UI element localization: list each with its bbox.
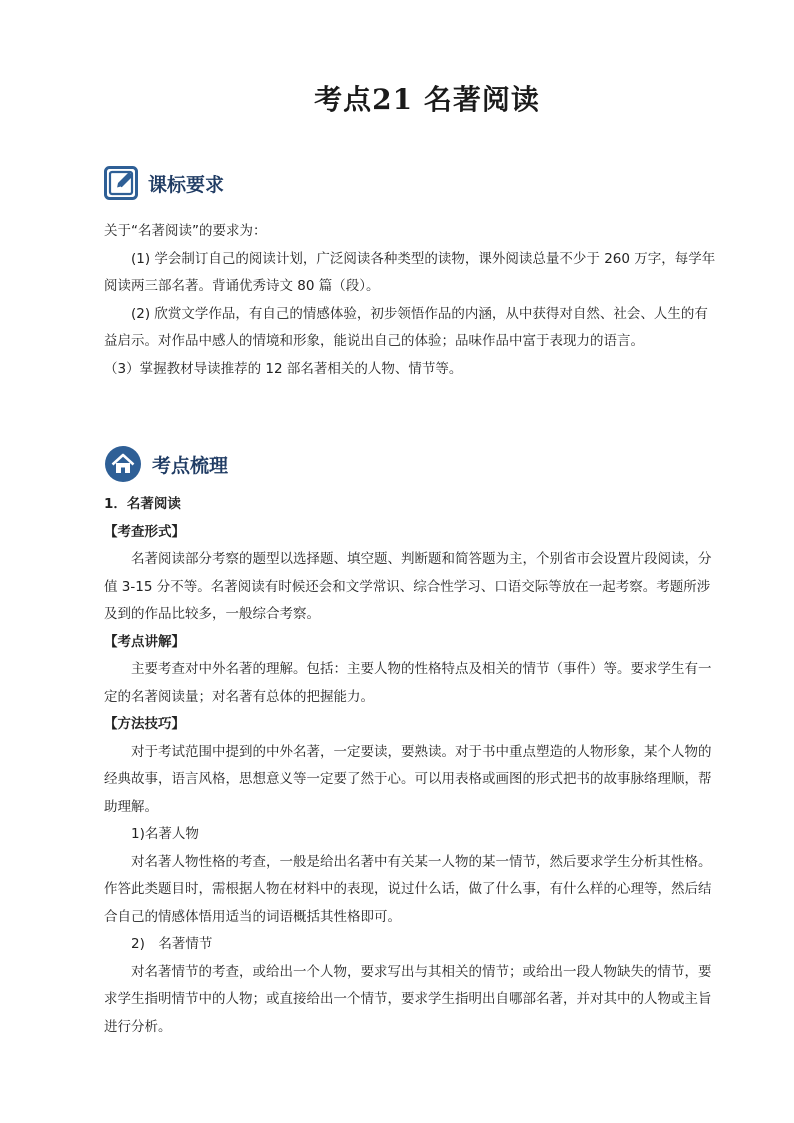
- section-heading-label: 考点梳理: [152, 454, 229, 477]
- method-label: 【方法技巧】: [104, 716, 185, 732]
- home-icon: [104, 445, 142, 483]
- point-2-text: 对名著情节的考查，或给出一个人物，要求写出与其相关的情节；或给出一段人物缺失的情节，要求学生指明情节中的人物；或直接给出一个情节，要求学生指明出自哪部名著，并对其中的人物或主旨进行分析。: [104, 963, 712, 1035]
- explain-label: 【考点讲解】: [104, 633, 185, 650]
- curriculum-item-2: (2) 欣赏文学作品，有自己的情感体验，初步领悟作品的内涵，从中获得对自然、社会、人生的有益启示。对作品中感人的情境和形象，能说出自己的体验；品味作品中富于表现力的语言。: [104, 305, 708, 349]
- curriculum-intro: 关于“名著阅读”的要求为：: [104, 223, 267, 239]
- form-label: 【考查形式】: [104, 523, 185, 540]
- curriculum-body: [104, 218, 718, 383]
- point-2-label: 2) 名著情节: [131, 936, 213, 952]
- document-title: 考点21 名著阅读: [314, 83, 540, 116]
- knowledge-body: [104, 491, 718, 1041]
- section-heading-knowledge: [104, 445, 228, 483]
- method-text: 对于考试范围中提到的中外名著，一定要读，要熟读。对于书中重点塑造的人物形象，某个人物的经典故事，语言风格，思想意义等一定要了然于心。可以用表格或画图的形式把书的故事脉络理顺，帮助理解。: [104, 743, 712, 815]
- edit-icon: [104, 166, 138, 200]
- point-1-label: 1)名著人物: [131, 826, 199, 842]
- curriculum-item-3: （3）掌握教材导读推荐的 12 部名著相关的人物、情节等。: [104, 360, 463, 377]
- curriculum-item-1: (1) 学会制订自己的阅读计划，广泛阅读各种类型的读物，课外阅读总量不少于 260 万字，每学年阅读两三部名著。背诵优秀诗文 80 篇（段）。: [104, 250, 716, 294]
- section-heading-curriculum: [104, 166, 224, 200]
- subsection-title: 1．名著阅读: [104, 496, 181, 512]
- point-1-text: 对名著人物性格的考查，一般是给出名著中有关某一人物的某一情节，然后要求学生分析其性格。作答此类题目时，需根据人物在材料中的表现，说过什么话，做了什么事，有什么样的心理等，然后结合自己的情感体悟用适当的词语概括其性格即可。: [104, 853, 712, 925]
- form-text: 名著阅读部分考察的题型以选择题、填空题、判断题和简答题为主，个别省市会设置片段阅读，分值 3-15 分不等。名著阅读有时候还会和文学常识、综合性学习、口语交际等放在一起考察。考题所涉及到的作品比较多，一般综合考察。: [104, 551, 712, 622]
- explain-text: 主要考查对中外名著的理解。包括：主要人物的性格特点及相关的情节（事件）等。要求学生有一定的名著阅读量；对名著有总体的把握能力。: [104, 661, 712, 705]
- section-heading-label: 课标要求: [148, 173, 225, 196]
